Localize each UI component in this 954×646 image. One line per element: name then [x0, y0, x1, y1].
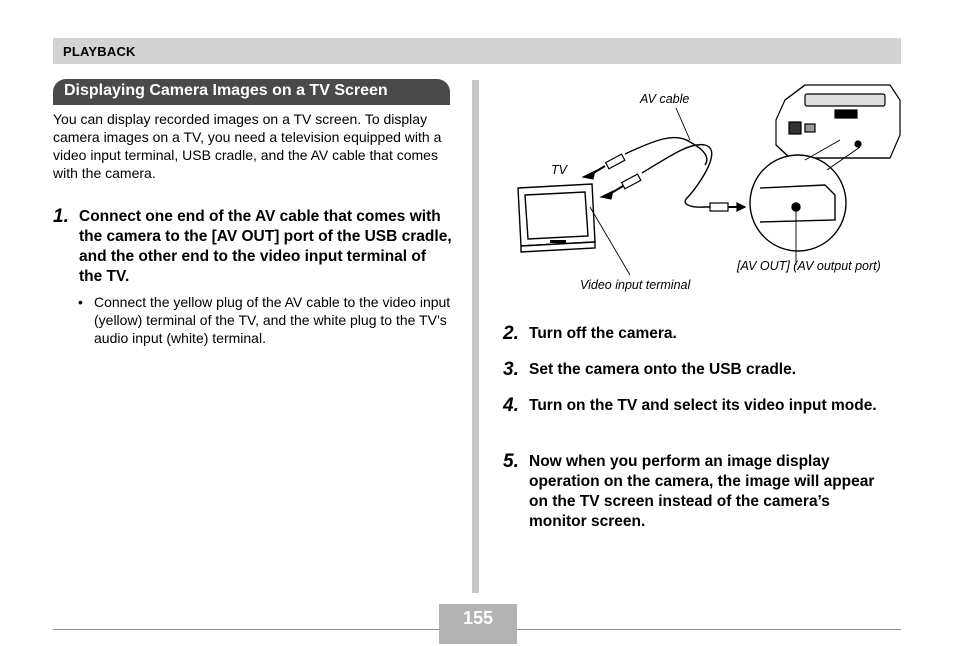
section-heading — [53, 79, 450, 105]
header-bar — [53, 38, 901, 64]
step-number: 5. — [503, 451, 519, 472]
label-leader — [590, 207, 630, 275]
step-2 — [503, 324, 883, 344]
connection-diagram — [505, 80, 905, 295]
step-text: Connect one end of the AV cable that comes with the camera to the [AV OUT] port of the USB cradle, and the other end to the video input terminal of the TV. — [79, 208, 452, 285]
bullet-icon: • — [78, 294, 83, 310]
section-rule — [53, 104, 450, 105]
column-divider — [472, 80, 479, 593]
step-4 — [503, 396, 883, 416]
av-out-label: [AV OUT] (AV output port) — [737, 259, 881, 273]
step-number: 4. — [503, 395, 519, 416]
magnify-circle — [750, 140, 860, 265]
step-3 — [503, 360, 883, 380]
page-number: 155 — [462, 608, 494, 628]
section-title: Displaying Camera Images on a TV Screen — [64, 82, 388, 99]
step-text: Now when you perform an image display operation on the camera, the image will appear on the TV screen instead of the camera’s monitor screen. — [529, 453, 875, 530]
step-1 — [53, 207, 453, 287]
bullet-text: Connect the yellow plug of the AV cable to the video input (yellow) terminal of the TV, and the white plug to the TV’s audio input (white) terminal. — [94, 294, 451, 346]
header-title: PLAYBACK — [63, 44, 136, 59]
tv-label: TV — [551, 163, 567, 177]
label-leader — [676, 108, 690, 140]
step-5 — [503, 452, 883, 532]
usb-cradle-illustration — [776, 85, 900, 158]
step-text: Turn off the camera. — [529, 325, 677, 342]
bullet-note — [78, 293, 458, 347]
step-text: Turn on the TV and select its video input mode. — [529, 397, 877, 414]
step-text: Set the camera onto the USB cradle. — [529, 361, 797, 378]
rca-plugs — [606, 154, 641, 189]
step-number: 1. — [53, 206, 69, 227]
intro-paragraph: You can display recorded images on a TV screen. To display camera images on a TV, you need a television equipped with a video input terminal, USB cradle, and the AV cable that comes with the camera. — [53, 111, 442, 181]
av-cable — [625, 138, 712, 208]
mini-plug — [710, 203, 745, 211]
video-input-label: Video input terminal — [580, 278, 691, 292]
step-number: 3. — [503, 359, 519, 380]
tv-illustration — [518, 184, 595, 252]
step-number: 2. — [503, 323, 519, 344]
page-number-box — [439, 604, 517, 644]
av-cable-label: AV cable — [640, 92, 690, 106]
